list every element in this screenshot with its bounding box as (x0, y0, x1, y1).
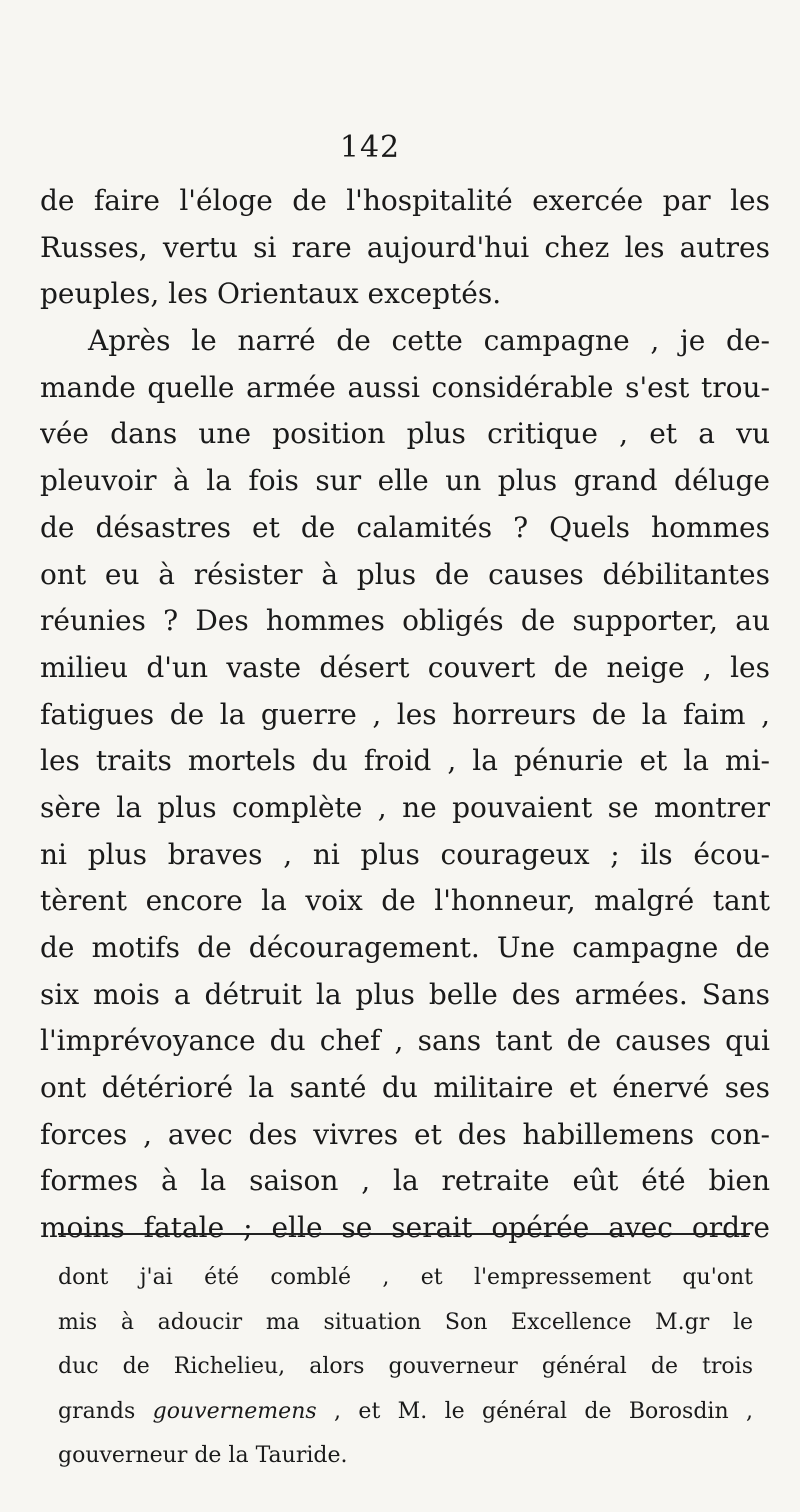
text-line: forces , avec des vivres et des habillemens con- (40, 1117, 770, 1151)
text-line: Russes, vertu si rare aujourd'hui chez les autres (40, 230, 770, 264)
text-line: milieu d'un vaste désert couvert de neige , les (40, 650, 770, 684)
text-line: tèrent encore la voix de l'honneur, malgré tant (40, 884, 770, 918)
body-text (40, 178, 770, 1252)
text-line: ont détérioré la santé du militaire et énervé ses (40, 1071, 770, 1105)
footnote-line: mis à adoucir ma situation Son Excellence M.gr le (58, 1309, 753, 1335)
text-line: de désastres et de calamités ? Quels hommes (40, 510, 770, 544)
text-line: moins fatale ; elle se serait opérée avec ordre (40, 1211, 770, 1245)
text-line: formes à la saison , la retraite eût été bien (40, 1164, 770, 1198)
footnote-italic-text: gouvernemens (152, 1398, 317, 1424)
text-line: les traits mortels du froid , la pénurie et la mi- (40, 744, 770, 778)
text-line: réunies ? Des hommes obligés de supporter, au (40, 604, 770, 638)
footnote-divider (58, 1233, 750, 1235)
text-line: peuples, les Orientaux exceptés. (40, 277, 502, 311)
footnote-text: grands (58, 1398, 153, 1424)
page-number: 142 (339, 130, 401, 165)
text-line: Après le narré de cette campagne , je de- (88, 324, 770, 358)
footnote-line: duc de Richelieu, alors gouverneur général de trois (58, 1354, 753, 1379)
footnote-line: dont j'ai été comblé , et l'empressement qu'ont (58, 1265, 753, 1290)
footnote-line (58, 1390, 753, 1435)
text-line: sère la plus complète , ne pouvaient se montrer (40, 790, 770, 824)
footnote (58, 1256, 753, 1479)
text-line: fatigues de la guerre , les horreurs de la faim , (40, 697, 770, 731)
text-line: de faire l'éloge de l'hospitalité exercée par les (40, 184, 770, 217)
footnote-text: , et M. le général de Borosdin , (316, 1398, 753, 1424)
text-line: de motifs de découragement. Une campagne de (40, 931, 770, 964)
footnote-line: gouverneur de la Tauride. (58, 1443, 348, 1468)
text-line: l'imprévoyance du chef , sans tant de causes qui (40, 1024, 770, 1058)
text-line: ni plus braves , ni plus courageux ; ils écou- (40, 837, 770, 871)
text-line: vée dans une position plus critique , et a vu (40, 417, 770, 451)
text-line: mande quelle armée aussi considérable s'est trou- (40, 370, 770, 404)
text-line: ont eu à résister à plus de causes débilitantes (40, 557, 770, 591)
text-line: six mois a détruit la plus belle des armées. Sans (40, 977, 770, 1011)
text-line: pleuvoir à la fois sur elle un plus grand déluge (40, 464, 770, 498)
